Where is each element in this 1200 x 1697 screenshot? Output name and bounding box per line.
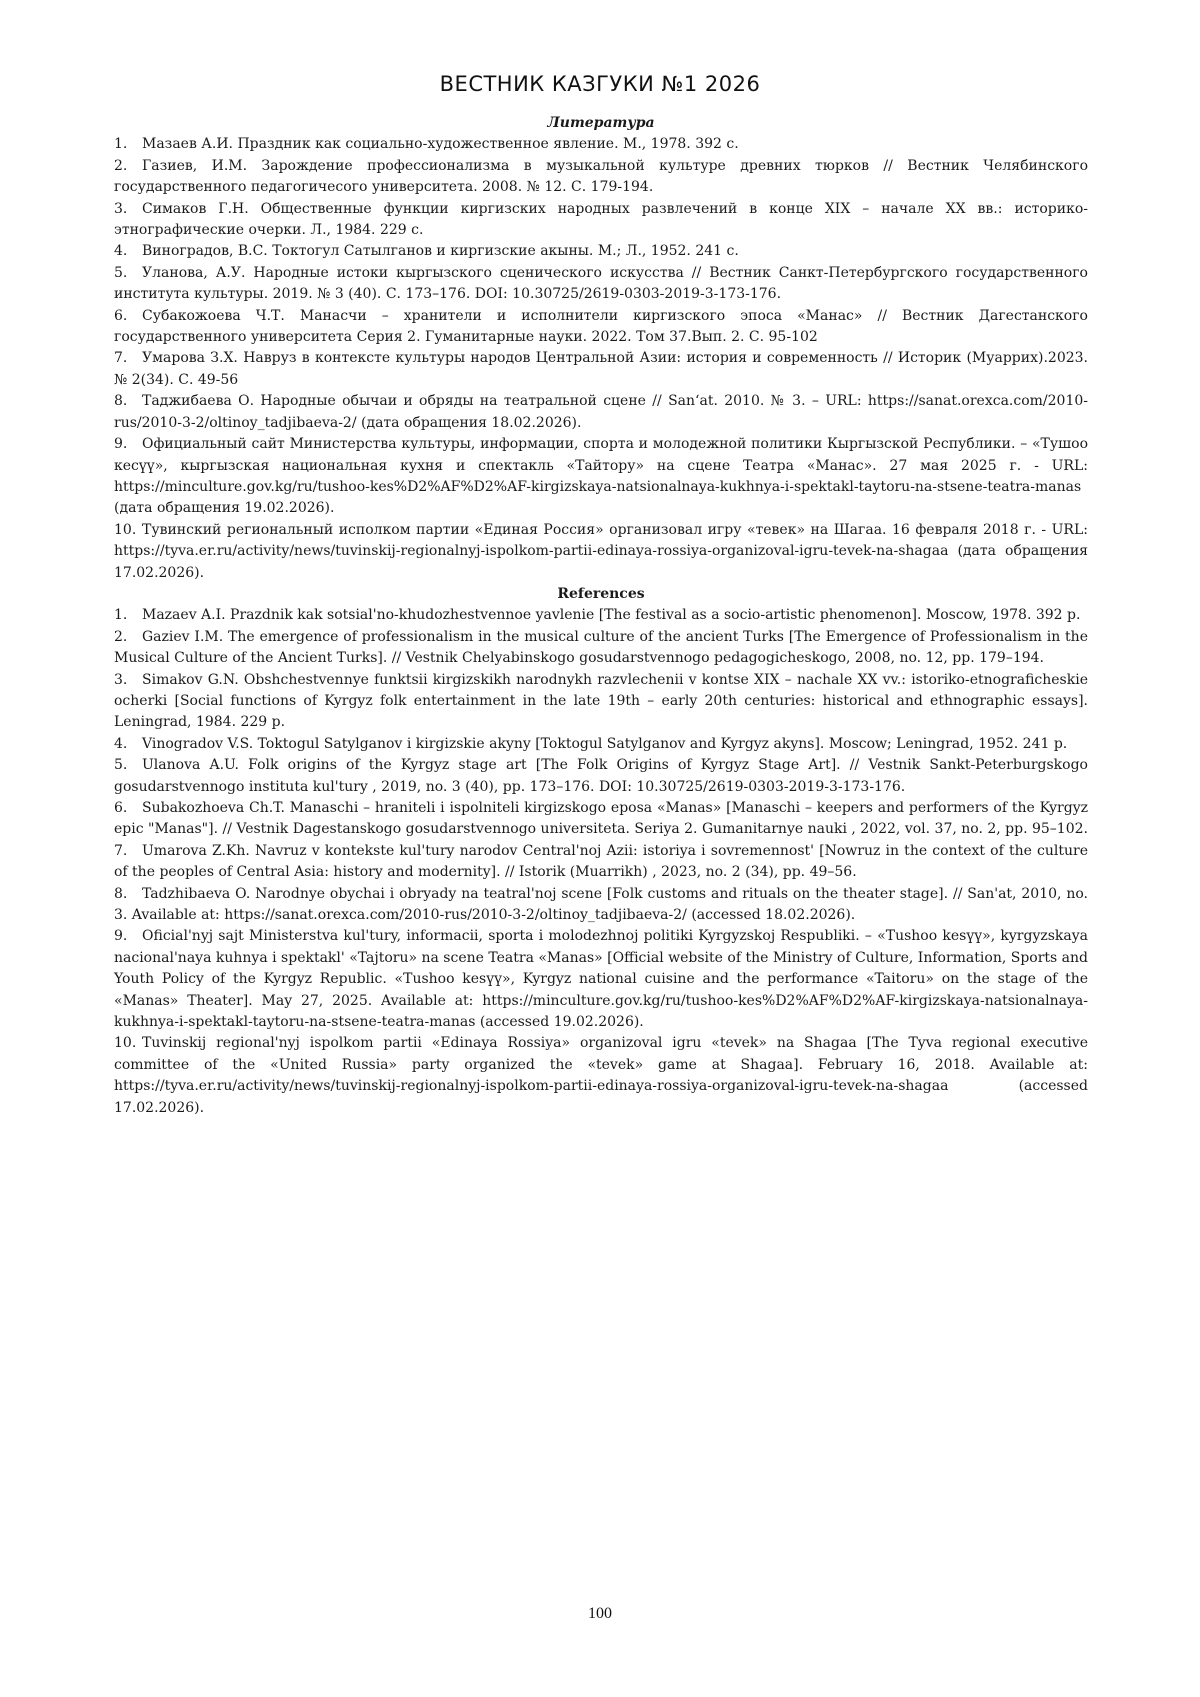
item-number: 4. — [114, 243, 128, 260]
literature-heading: Литература — [547, 115, 655, 131]
item-number: 2. — [114, 628, 128, 645]
item-text: Tadzhibaeva O. Narodnye obychai i obryady na teatral'noj scene [Folk customs and rituals on the theater stage]. // San'at, 2010, no. 3. Available at: https://sanat.orexca.com/2010-rus/2010-3-2/oltinoy_tadjibaeva-2/ (accessed 18.02.2026). — [114, 885, 1088, 924]
item-number: 5. — [114, 264, 128, 281]
item-number: 1. — [114, 607, 128, 624]
item-text: Gaziev I.M. The emergence of professionalism in the musical culture of the ancient Turks [The Emergence of Professionalism in the Musical Culture of the Ancient Turks]. // Vestnik Chelyabinskogo gosudarstvennogo pedagogicheskogo, 2008, no. 12, pp. 179–194. — [114, 628, 1088, 667]
item-number: 3. — [114, 671, 128, 688]
item-text: Umarova Z.Kh. Navruz v kontekste kul'tury narodov Central'noj Azii: istoriya i sovremennost' [Nowruz in the context of the culture of the peoples of Central Asia: history and modernity]. // Istorik (Muarrikh) , 2023, no. 2 (34), pp. 49–56. — [114, 842, 1088, 881]
item-number: 9. — [114, 928, 128, 945]
literature-item — [114, 241, 1088, 262]
item-text: Газиев, И.М. Зарождение профессионализма в музыкальной культуре древних тюрков // Вестник Челябинского государственного педагогичесого университета. 2008. № 12. С. 179-194. — [114, 157, 1088, 196]
literature-item — [114, 348, 1088, 391]
references-list — [114, 605, 1088, 1119]
reference-item — [114, 841, 1088, 884]
item-text: Умарова З.Х. Навруз в контексте культуры народов Центральной Азии: история и современность // Историк (Муаррих).2023. № 2(34). С. 49-56 — [114, 350, 1088, 388]
item-number: 1. — [114, 136, 128, 153]
item-number: 3. — [114, 200, 128, 217]
reference-item — [114, 1033, 1088, 1119]
bibliography — [114, 113, 1088, 1119]
item-number: 8. — [114, 885, 128, 902]
item-number: 6. — [114, 800, 128, 816]
item-text: Уланова, А.У. Народные истоки кыргызского сценического искусства // Вестник Санкт-Петербургского государственного института культуры. 2019. № 3 (40). С. 173–176. DOI: 10.30725/2619-0303-2019-3-173-176. — [114, 264, 1088, 303]
item-text: Mazaev A.I. Prazdnik kak sotsial'no-khudozhestvennoe yavlenie [The festival as a socio-artistic phenomenon]. Moscow, 1978. 392 p. — [142, 607, 1081, 624]
reference-item — [114, 670, 1088, 734]
reference-item — [114, 798, 1088, 841]
literature-item — [114, 306, 1088, 349]
item-text: Simakov G.N. Obshchestvennye funktsii kirgizskikh narodnykh razvlechenii v kontse XIX – nachale XX vv.: istoriko-etnograficheskie ocherki [Social functions of Kyrgyz folk entertainment in the late 19th – early 20th centuries: historical and ethnographic essays]. Leningrad, 1984. 229 p. — [114, 671, 1088, 731]
literature-item — [114, 156, 1088, 199]
literature-item — [114, 199, 1088, 242]
page-number: 100 — [588, 1605, 612, 1622]
item-number: 2. — [114, 157, 128, 174]
item-text: Симаков Г.Н. Общественные функции киргизских народных развлечений в конце XIX – начале XX вв.: историко-этнографические очерки. Л., 1984. 229 с. — [114, 200, 1088, 239]
item-text: Официальный сайт Министерства культуры, информации, спорта и молодежной политики Кыргызской Республики. – «Тушоо кесүү», кыргызская национальная кухня и спектакль «Тайтору» на сцене Театра «Манас». 27 мая 2025 г. - URL: https://minculture.gov.kg/ru/tushoo-kes%D2%AF%D2%AF-kirgizskaya-natsionalnaya-kukhnya-i-spektakl-taytoru-na-stsene-teatra-manas (дата обращения 19.02.2026). — [114, 436, 1088, 517]
item-number: 8. — [114, 393, 128, 410]
item-text: Тувинский региональный исполком партии «Единая Россия» организовал игру «тевек» на Шагаа. 16 февраля 2018 г. - URL: https://tyva.er.ru/activity/news/tuvinskij-regionalnyj-ispolkom-partii-edinaya-rossiya-organizoval-igru-tevek-na-shagaa (дата обращения 17.02.2026). — [114, 521, 1088, 581]
literature-item — [114, 134, 1088, 155]
item-text: Мазаев А.И. Праздник как социально-художественное явление. М., 1978. 392 с. — [142, 136, 739, 153]
item-number: 5. — [114, 757, 128, 774]
item-text: Таджибаева О. Народные обычаи и обряды на театральной сцене // San‘at. 2010. № 3. – URL: https://sanat.orexca.com/2010-rus/2010-3-2/oltinoy_tadjibaeva-2/ (дата обращения 18.02.2026). — [114, 393, 1088, 431]
item-number: 7. — [114, 842, 128, 859]
item-number: 6. — [114, 307, 128, 324]
item-number: 9. — [114, 436, 128, 453]
journal-header: ВЕСТНИК КАЗГУКИ №1 2026 — [439, 72, 761, 96]
literature-list — [114, 134, 1088, 584]
item-number: 7. — [114, 350, 128, 367]
literature-item — [114, 263, 1088, 306]
literature-item — [114, 434, 1088, 520]
item-text: Ulanova A.U. Folk origins of the Kyrgyz stage art [The Folk Origins of Kyrgyz Stage Art]. // Vestnik Sankt-Peterburgskogo gosudarstvennogo instituta kul'tury , 2019, no. 3 (40), pp. 173–176. DOI: 10.30725/2619-0303-2019-3-173-176. — [114, 757, 1088, 795]
references-heading: References — [557, 585, 645, 602]
item-number: 4. — [114, 735, 128, 752]
reference-item — [114, 755, 1088, 798]
reference-item — [114, 926, 1088, 1033]
reference-item — [114, 605, 1088, 626]
item-text: Oficial'nyj sajt Ministerstva kul'tury, informacii, sporta i molodezhnoj politiki Kyrgyzskoj Respubliki. – «Tushoo kesүү», kyrgyzskaya nacional'naya kuhnya i spektakl' «Tajtoru» na scene Teatra «Manas» [Official website of the Ministry of Culture, Information, Sports and Youth Policy of the Kyrgyz Republic. «Tushoo kesүү», Kyrgyz national cuisine and the performance «Taitoru» on the stage of the «Manas» Theater]. May 27, 2025. Available at: https://minculture.gov.kg/ru/tushoo-kes%D2%AF%D2%AF-kirgizskaya-natsionalnaya-kukhnya-i-spektakl-taytoru-na-stsene-teatra-manas (accessed 19.02.2026). — [114, 928, 1088, 1031]
item-text: Vinogradov V.S. Toktogul Satylganov i kirgizskie akyny [Toktogul Satylganov and Kyrgyz akyns]. Moscow; Leningrad, 1952. 241 p. — [142, 735, 1068, 752]
item-number: 10. — [114, 1035, 137, 1052]
reference-item — [114, 884, 1088, 927]
item-text: Виноградов, В.С. Токтогул Сатылганов и киргизские акыны. М.; Л., 1952. 241 с. — [142, 243, 739, 260]
item-number: 10. — [114, 521, 137, 538]
item-text: Subakozhoeva Ch.T. Manaschi – hraniteli i ispolniteli kirgizskogo eposa «Manas» [Manaschi – keepers and performers of the Kyrgyz epic "Manas"]. // Vestnik Dagestanskogo gosudarstvennogo universiteta. Seriya 2. Gumanitarnye nauki , 2022, vol. 37, no. 2, pp. 95–102. — [114, 800, 1088, 838]
literature-item — [114, 391, 1088, 434]
literature-item — [114, 520, 1088, 584]
item-text: Субакожоева Ч.Т. Манасчи – хранители и исполнители киргизского эпоса «Манас» // Вестник Дагестанского государственного университета Серия 2. Гуманитарные науки. 2022. Том 37.Вып. 2. С. 95-102 — [114, 307, 1088, 346]
reference-item — [114, 627, 1088, 670]
item-text: Tuvinskij regional'nyj ispolkom partii «Edinaya Rossiya» organizoval igru «tevek» na Shagaa [The Tyva regional executive committee of the «United Russia» party organized the «tevek» game at Shagaa]. February 16, 2018. Available at: https://tyva.er.ru/activity/news/tuvinskij-regionalnyj-ispolkom-partii-edinaya-rossiya-organizoval-igru-tevek-na-shagaa (accessed 17.02.2026). — [114, 1035, 1088, 1116]
reference-item — [114, 734, 1088, 755]
